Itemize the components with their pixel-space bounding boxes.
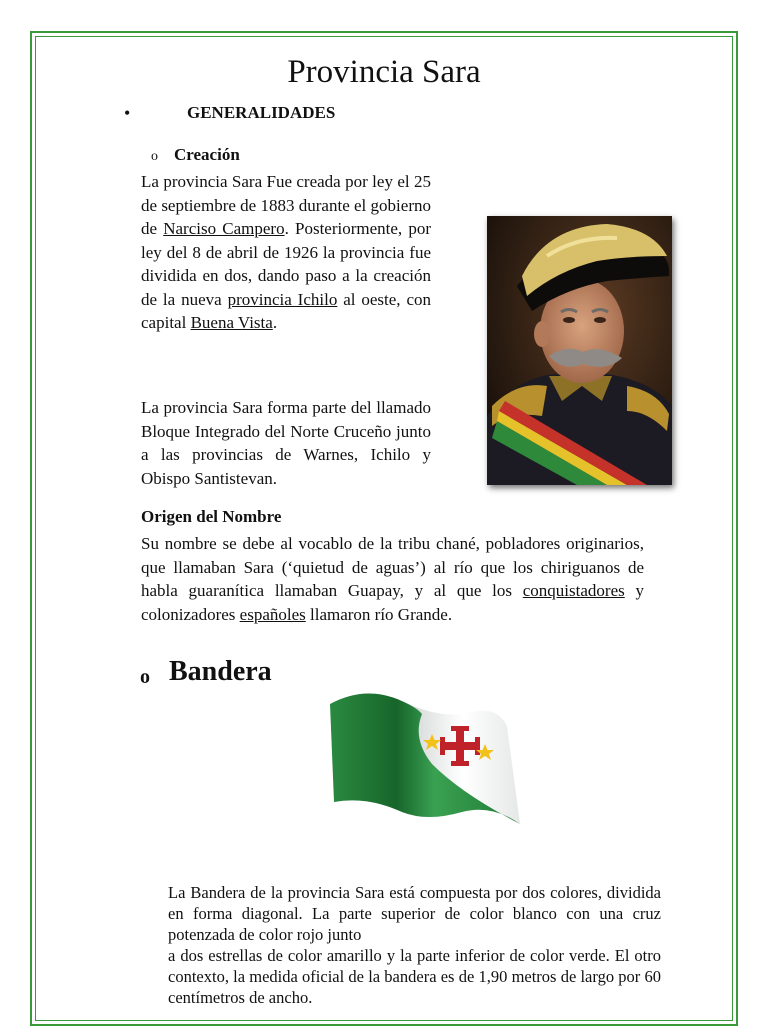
link-conquistadores[interactable]: conquistadores (522, 581, 625, 600)
link-narciso-campero[interactable]: Narciso Campero (163, 219, 285, 238)
flag-illustration (322, 684, 527, 834)
bullet-bandera: o (140, 666, 150, 688)
heading-generalidades: GENERALIDADES (187, 103, 336, 122)
link-espanoles[interactable]: españoles (239, 604, 306, 624)
text-segment: llamaron río Grande. (305, 604, 453, 624)
paragraph-bloque: La provincia Sara forma parte del llamado Bloque Integrado del Norte Cruceño junto a las provincias de Warnes, Ichilo y Obispo Santistevan. (141, 398, 431, 488)
text-segment: . (272, 313, 278, 332)
portrait-illustration (487, 216, 672, 485)
heading-origen-del-nombre: Origen del Nombre (141, 507, 282, 526)
paragraph-creacion (141, 170, 431, 335)
bullet-creacion: o (151, 149, 158, 164)
paragraph-origen (141, 532, 644, 626)
text-segment: y colonizadores (141, 581, 644, 624)
text-segment: al oeste, con capital (141, 289, 431, 332)
page-title: Provincia Sara (287, 54, 481, 90)
link-provincia-ichilo[interactable]: provincia Ichilo (227, 289, 338, 309)
portrait-image (487, 216, 672, 485)
text-segment: Su nombre se debe al vocablo de la tribu chané, pobladores originarios, que llamaban Sara (‘quietud de aguas’) al río que los chiriguanos de habla guaranítica llamaban Guapay, y al que los (141, 534, 644, 600)
flag-image (322, 684, 527, 834)
heading-creacion: Creación (174, 145, 240, 164)
bullet-generalidades: • (124, 103, 131, 123)
text-segment: La Bandera de la provincia Sara está compuesta por dos colores, dividida en forma diagonal. La parte superior de color blanco con una cruz potenzada de color rojo junto (168, 883, 661, 944)
link-buena-vista[interactable]: Buena Vista (190, 313, 273, 332)
heading-bandera: Bandera (169, 656, 272, 687)
paragraph-bandera (168, 882, 661, 1008)
text-segment: . Posteriormente, por ley del 8 de abril de 1926 la provincia fue dividida en dos, dando paso a la creación de la nueva (141, 219, 431, 309)
text-segment: a dos estrellas de color amarillo y la parte inferior de color verde. El otro contexto, la medida oficial de la bandera es de 1,90 metros de largo por 60 centímetros de ancho. (168, 946, 661, 1007)
text-segment: La provincia Sara Fue creada por ley el 25 de septiembre de 1883 durante el gobierno de (141, 172, 431, 238)
